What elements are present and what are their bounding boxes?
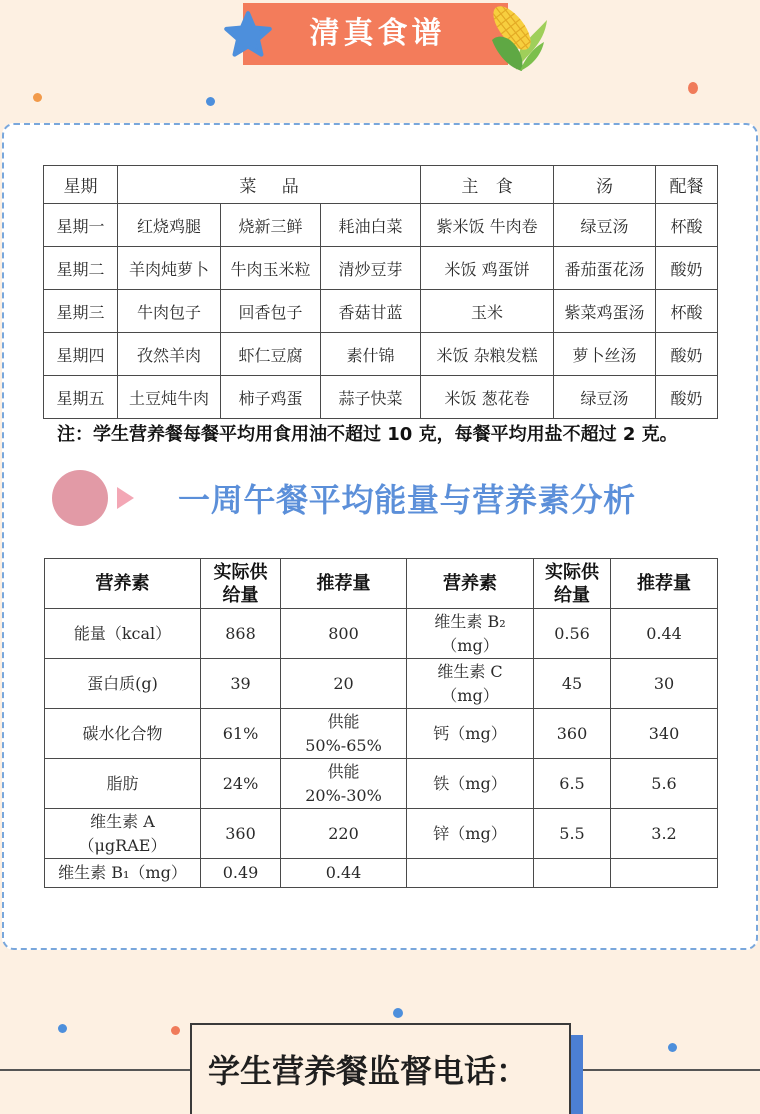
menu-soup-cell: 萝卜丝汤	[554, 333, 656, 376]
menu-staple-cell: 米饭 杂粮发糕	[421, 333, 554, 376]
menu-dish-cell: 清炒豆芽	[321, 247, 421, 290]
table-row	[44, 290, 718, 333]
recommended-cell: 3.2	[611, 809, 718, 859]
menu-dish-cell: 蒜子快菜	[321, 376, 421, 419]
header-dishes: 菜 品	[118, 166, 421, 204]
actual-supply-cell: 0.49	[201, 859, 281, 888]
table-row	[45, 609, 718, 659]
menu-side-cell: 杯酸	[656, 204, 718, 247]
header-staple: 主 食	[421, 166, 554, 204]
actual-supply-cell: 360	[201, 809, 281, 859]
hotline-accent-bar	[571, 1035, 583, 1114]
recommended-cell: 30	[611, 659, 718, 709]
actual-supply-cell: 5.5	[534, 809, 611, 859]
table-row	[44, 204, 718, 247]
actual-supply-cell: 868	[201, 609, 281, 659]
table-header-row	[44, 166, 718, 204]
menu-dish-cell: 羊肉炖萝卜	[118, 247, 221, 290]
menu-dish-cell: 牛肉玉米粒	[221, 247, 321, 290]
menu-soup-cell: 紫菜鸡蛋汤	[554, 290, 656, 333]
actual-supply-cell: 39	[201, 659, 281, 709]
decor-dot	[688, 82, 698, 94]
menu-staple-cell: 米饭 葱花卷	[421, 376, 554, 419]
recommended-cell: 供能 20%-30%	[281, 759, 407, 809]
header-side: 配餐	[656, 166, 718, 204]
nutrient-name-cell: 脂肪	[45, 759, 201, 809]
menu-weekday-cell: 星期三	[44, 290, 118, 333]
menu-staple-cell: 米饭 鸡蛋饼	[421, 247, 554, 290]
menu-weekday-cell: 星期一	[44, 204, 118, 247]
header-recommended: 推荐量	[281, 559, 407, 609]
menu-dish-cell: 烧新三鲜	[221, 204, 321, 247]
table-row	[45, 859, 718, 888]
menu-soup-cell: 绿豆汤	[554, 376, 656, 419]
header-soup: 汤	[554, 166, 656, 204]
actual-supply-cell: 0.56	[534, 609, 611, 659]
menu-side-cell: 杯酸	[656, 290, 718, 333]
menu-dish-cell: 耗油白菜	[321, 204, 421, 247]
table-row	[45, 809, 718, 859]
menu-staple-cell: 玉米	[421, 290, 554, 333]
menu-soup-cell: 番茄蛋花汤	[554, 247, 656, 290]
menu-side-cell: 酸奶	[656, 333, 718, 376]
header-weekday: 星期	[44, 166, 118, 204]
header-nutrient: 营养素	[407, 559, 534, 609]
corn-icon	[486, 0, 550, 72]
star-icon	[222, 9, 274, 61]
decor-dot	[393, 1008, 403, 1018]
recommended-cell: 220	[281, 809, 407, 859]
menu-dish-cell: 红烧鸡腿	[118, 204, 221, 247]
recommended-cell: 800	[281, 609, 407, 659]
empty-cell	[534, 859, 611, 888]
section-title: 一周午餐平均能量与营养素分析	[178, 481, 636, 519]
recommended-cell: 5.6	[611, 759, 718, 809]
hotline-label: 学生营养餐监督电话：	[208, 1052, 529, 1090]
menu-dish-cell: 虾仁豆腐	[221, 333, 321, 376]
table-row	[44, 333, 718, 376]
play-icon	[117, 487, 134, 509]
actual-supply-cell: 360	[534, 709, 611, 759]
menu-side-cell: 酸奶	[656, 376, 718, 419]
decor-dot	[668, 1043, 677, 1052]
nutrient-name-cell: 维生素 B₁（mg）	[45, 859, 201, 888]
header-recommended: 推荐量	[611, 559, 718, 609]
nutrient-name-cell: 铁（mg）	[407, 759, 534, 809]
table-row	[45, 659, 718, 709]
table-row	[45, 759, 718, 809]
recommended-cell: 0.44	[611, 609, 718, 659]
decor-dot	[171, 1026, 180, 1035]
empty-cell	[611, 859, 718, 888]
nutrition-analysis-table	[44, 558, 718, 888]
recommended-cell: 340	[611, 709, 718, 759]
menu-dish-cell: 素什锦	[321, 333, 421, 376]
menu-weekday-cell: 星期四	[44, 333, 118, 376]
title-banner	[243, 3, 508, 65]
menu-dish-cell: 土豆炖牛肉	[118, 376, 221, 419]
menu-side-cell: 酸奶	[656, 247, 718, 290]
recommended-cell: 20	[281, 659, 407, 709]
header-nutrient: 营养素	[45, 559, 201, 609]
nutrient-name-cell: 维生素 B₂（mg）	[407, 609, 534, 659]
nutrient-name-cell: 锌（mg）	[407, 809, 534, 859]
nutrient-name-cell: 蛋白质(g)	[45, 659, 201, 709]
nutrient-name-cell: 钙（mg）	[407, 709, 534, 759]
decor-dot	[206, 97, 215, 106]
nutrient-name-cell: 碳水化合物	[45, 709, 201, 759]
recommended-cell: 0.44	[281, 859, 407, 888]
actual-supply-cell: 6.5	[534, 759, 611, 809]
actual-supply-cell: 24%	[201, 759, 281, 809]
menu-soup-cell: 绿豆汤	[554, 204, 656, 247]
menu-weekday-cell: 星期五	[44, 376, 118, 419]
menu-dish-cell: 香菇甘蓝	[321, 290, 421, 333]
empty-cell	[407, 859, 534, 888]
banner-title: 清真食谱	[309, 16, 446, 51]
header-actual-supply: 实际供给量	[201, 559, 281, 609]
section-marker-circle	[52, 470, 108, 526]
menu-dish-cell: 牛肉包子	[118, 290, 221, 333]
recommended-cell: 供能 50%-65%	[281, 709, 407, 759]
weekly-menu-table	[43, 165, 718, 419]
menu-staple-cell: 紫米饭 牛肉卷	[421, 204, 554, 247]
menu-weekday-cell: 星期二	[44, 247, 118, 290]
menu-dish-cell: 回香包子	[221, 290, 321, 333]
table-header-row	[45, 559, 718, 609]
table-row	[44, 247, 718, 290]
menu-dish-cell: 柿子鸡蛋	[221, 376, 321, 419]
decor-dot	[58, 1024, 67, 1033]
table-row	[45, 709, 718, 759]
menu-note: 注：学生营养餐每餐平均用食用油不超过 10 克，每餐平均用盐不超过 2 克。	[57, 424, 678, 445]
header-actual-supply: 实际供给量	[534, 559, 611, 609]
table-row	[44, 376, 718, 419]
nutrient-name-cell: 维生素 A（μgRAE）	[45, 809, 201, 859]
actual-supply-cell: 61%	[201, 709, 281, 759]
hotline-box	[190, 1023, 571, 1114]
decor-dot	[33, 93, 42, 102]
nutrient-name-cell: 能量（kcal）	[45, 609, 201, 659]
nutrient-name-cell: 维生素 C（mg）	[407, 659, 534, 709]
menu-dish-cell: 孜然羊肉	[118, 333, 221, 376]
actual-supply-cell: 45	[534, 659, 611, 709]
